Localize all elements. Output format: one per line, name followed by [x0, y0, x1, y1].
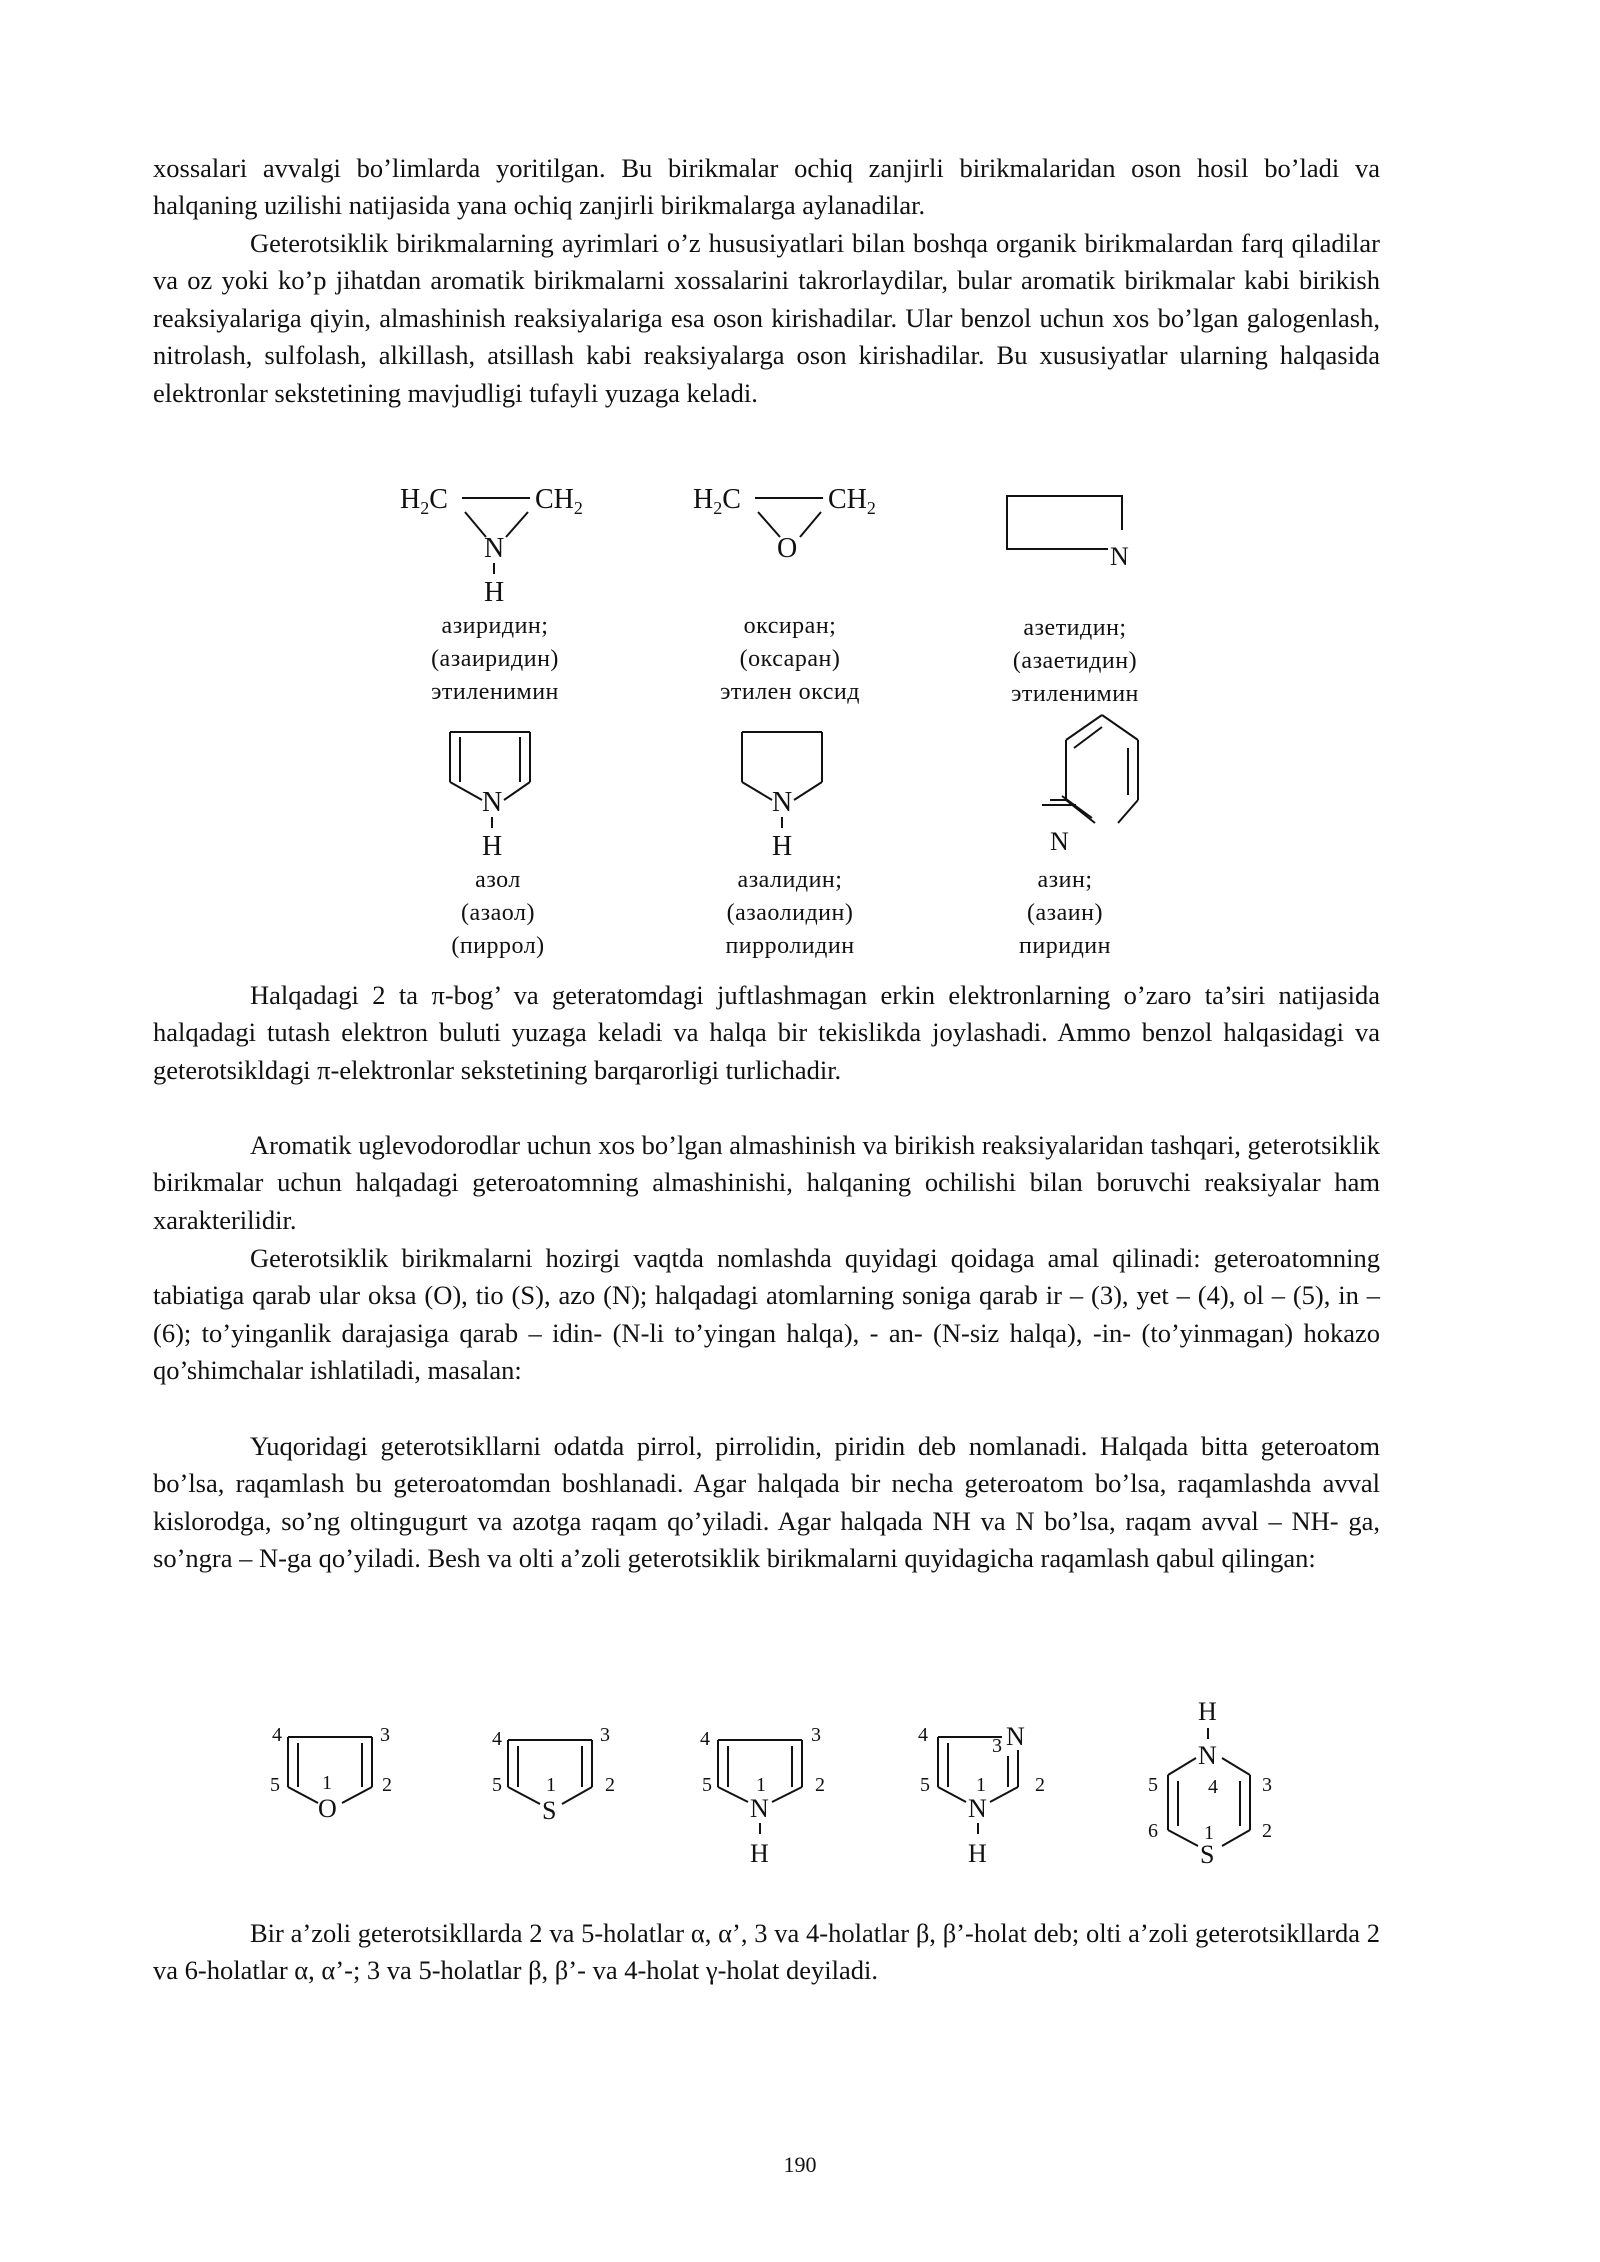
svg-text:N: N	[1050, 827, 1069, 856]
oxirane-structure	[693, 484, 876, 564]
svg-text:H2C: $H_2C$	[693, 484, 741, 518]
svg-text:5: 5	[702, 1774, 712, 1796]
svg-text:3: 3	[1262, 1774, 1272, 1796]
svg-text:N: N	[1198, 1741, 1217, 1770]
svg-text:CH2: $CH_2$	[828, 484, 876, 518]
svg-text:4: 4	[700, 1728, 710, 1750]
svg-text:4: 4	[1208, 1776, 1218, 1798]
pyrrole-numbered-structure	[700, 1724, 825, 1868]
compound-label-pyrrole: азол (азаол) (пиррол)	[451, 867, 545, 959]
compound-label-oxirane: оксиран; (оксаран) этилен оксид	[720, 613, 860, 705]
paragraph-3: Halqadagi 2 ta π-bog’ va geteratomdagi juftlashmagan erkin elektronlarning o’zaro ta’siri natijasida halqadagi tutash elektron buluti yuzaga keladi va halqa bir tekislikda joylashadi. Ammo benzol halqasidagi va geterotsikldagi π-elektronlar sekstetining barqarorligi turlichadir.	[153, 980, 1380, 1085]
svg-text:CH2: $CH_2$	[535, 484, 583, 518]
svg-text:N: N	[772, 787, 793, 818]
svg-text:N: N	[482, 787, 503, 818]
page-number: 190	[783, 2152, 817, 2177]
thiazine-structure	[1148, 1697, 1272, 1869]
thiophene-structure	[492, 1724, 615, 1825]
svg-text:O: O	[777, 533, 798, 564]
pyrrolidine-structure	[742, 732, 822, 862]
svg-text:4: 4	[918, 1724, 928, 1746]
svg-text:4: 4	[492, 1728, 502, 1750]
imidazole-structure	[918, 1722, 1045, 1868]
svg-text:H: H	[484, 577, 505, 608]
svg-text:3: 3	[600, 1724, 610, 1746]
svg-text:S: S	[542, 1796, 557, 1825]
compound-label-pyrrolidine: азалидин; (азаолидин) пирролидин	[725, 867, 855, 959]
svg-text:2: 2	[1262, 1820, 1272, 1842]
azetidine-structure	[1007, 496, 1129, 571]
svg-text:2: 2	[1035, 1774, 1045, 1796]
svg-text:2: 2	[815, 1774, 825, 1796]
svg-text:3: 3	[380, 1724, 390, 1746]
svg-text:1: 1	[1204, 1822, 1214, 1844]
svg-text:3: 3	[992, 1735, 1002, 1757]
svg-text:N: N	[1006, 1722, 1025, 1751]
svg-text:H2C: $H_2C$	[400, 484, 448, 518]
paragraph-2: Geterotsiklik birikmalarning ayrimlari o’z hususiyatlari bilan boshqa organik birikmalardan farq qiladilar va oz yoki ko’p jihatdan aromatik birikmalarni xossalarini takrorlaydilar, bular aromatik birikmalar kabi birikish reaksiyalariga qiyin, almashinish reaksiyalariga esa oson kirishadilar. Ular benzol uchun xos bo’lgan galogenlash, nitrolash, sulfolash, alkillash, atsillash kabi reaksiyalarga oson kirishadilar. Bu xususiyatlar ularning halqasida elektronlar sekstetining mavjudligi tufayli yuzaga keladi.	[153, 228, 1380, 408]
aziridine-structure	[400, 484, 583, 608]
svg-text:5: 5	[1148, 1774, 1158, 1796]
svg-text:2: 2	[382, 1774, 392, 1796]
paragraph-1: xossalari avvalgi bo’limlarda yoritilgan. Bu birikmalar ochiq zanjirli birikmalaridan oson hosil bo’ladi va halqaning uzilishi natijasida yana ochiq zanjirli birikmalarga aylanadilar.	[153, 153, 1380, 221]
svg-text:2: 2	[605, 1774, 615, 1796]
svg-text:S: S	[1200, 1840, 1215, 1869]
svg-text:H: H	[772, 831, 793, 862]
svg-text:N: N	[968, 1794, 987, 1823]
svg-text:N: N	[484, 533, 505, 564]
svg-text:4: 4	[272, 1724, 282, 1746]
pyrrole-structure	[450, 732, 530, 862]
svg-text:H: H	[968, 1839, 987, 1868]
compound-label-azetidine: азетидин; (азаетидин) этиленимин	[1011, 615, 1139, 707]
paragraph-4: Aromatik uglevodorodlar uchun xos bo’lgan almashinish va birikish reaksiyalaridan tashqari, geterotsiklik birikmalar uchun halqadagi geteroatomning almashinishi, halqaning ochilishi bilan boruvchi reaksiyalar ham xarakterilidir.	[153, 1130, 1380, 1235]
svg-text:5: 5	[270, 1774, 280, 1796]
paragraph-6: Yuqoridagi geterotsikllarni odatda pirrol, pirrolidin, piridin deb nomlanadi. Halqada bitta geteroatom bo’lsa, raqamlash bu geteroatomdan boshlanadi. Agar halqada bir necha geteroatom bo’lsa, raqamlashda avval kislorodga, so’ng oltingugurt va azotga raqam qo’yiladi. Agar halqada NH va N bo’lsa, raqam avval – NH- ga, so’ngra – N-ga qo’yiladi. Besh va olti a’zoli geterotsiklik birikmalarni quyidagicha raqamlash qabul qilingan:	[153, 1431, 1380, 1574]
pyridine-structure	[1042, 715, 1138, 856]
svg-text:1: 1	[546, 1774, 556, 1796]
compound-label-aziridine: азиридин; (азаиридин) этиленимин	[431, 613, 559, 705]
svg-text:5: 5	[920, 1774, 930, 1796]
paragraph-7: Bir a’zoli geterotsikllarda 2 va 5-holatlar α, α’, 3 va 4-holatlar β, β’-holat deb; olti a’zoli geterotsikllarda 2 va 6-holatlar α, α’-; 3 va 5-holatlar β, β’- va 4-holat γ-holat deyiladi.	[153, 1918, 1380, 1986]
svg-text:1: 1	[976, 1774, 986, 1796]
paragraph-5: Geterotsiklik birikmalarni hozirgi vaqtda nomlashda quyidagi qoidaga amal qilinadi: geteroatomning tabiatiga qarab ular oksa (O), tio (S), azo (N); halqadagi atomlarning soniga qarab ir – (3), yet – (4), ol – (5), in – (6); to’yinganlik darajasiga qarab – idin- (N-li to’yingan halqa), - an- (N-siz halqa), -in- (to’yinmagan) hokazo qo’shimchalar ishlatiladi, masalan:	[153, 1243, 1380, 1386]
compound-label-pyridine: азин; (азаин) пиридин	[1019, 867, 1111, 959]
svg-text:1: 1	[322, 1772, 332, 1794]
furan-structure	[270, 1724, 392, 1823]
svg-text:5: 5	[492, 1774, 502, 1796]
svg-text:H: H	[750, 1839, 769, 1868]
svg-text:3: 3	[811, 1724, 821, 1746]
svg-text:H: H	[1198, 1697, 1217, 1726]
svg-text:N: N	[750, 1794, 769, 1823]
svg-text:1: 1	[756, 1774, 766, 1796]
svg-text:H: H	[482, 831, 503, 862]
svg-text:O: O	[318, 1794, 337, 1823]
svg-text:N: N	[1110, 542, 1129, 571]
svg-text:6: 6	[1148, 1820, 1158, 1842]
